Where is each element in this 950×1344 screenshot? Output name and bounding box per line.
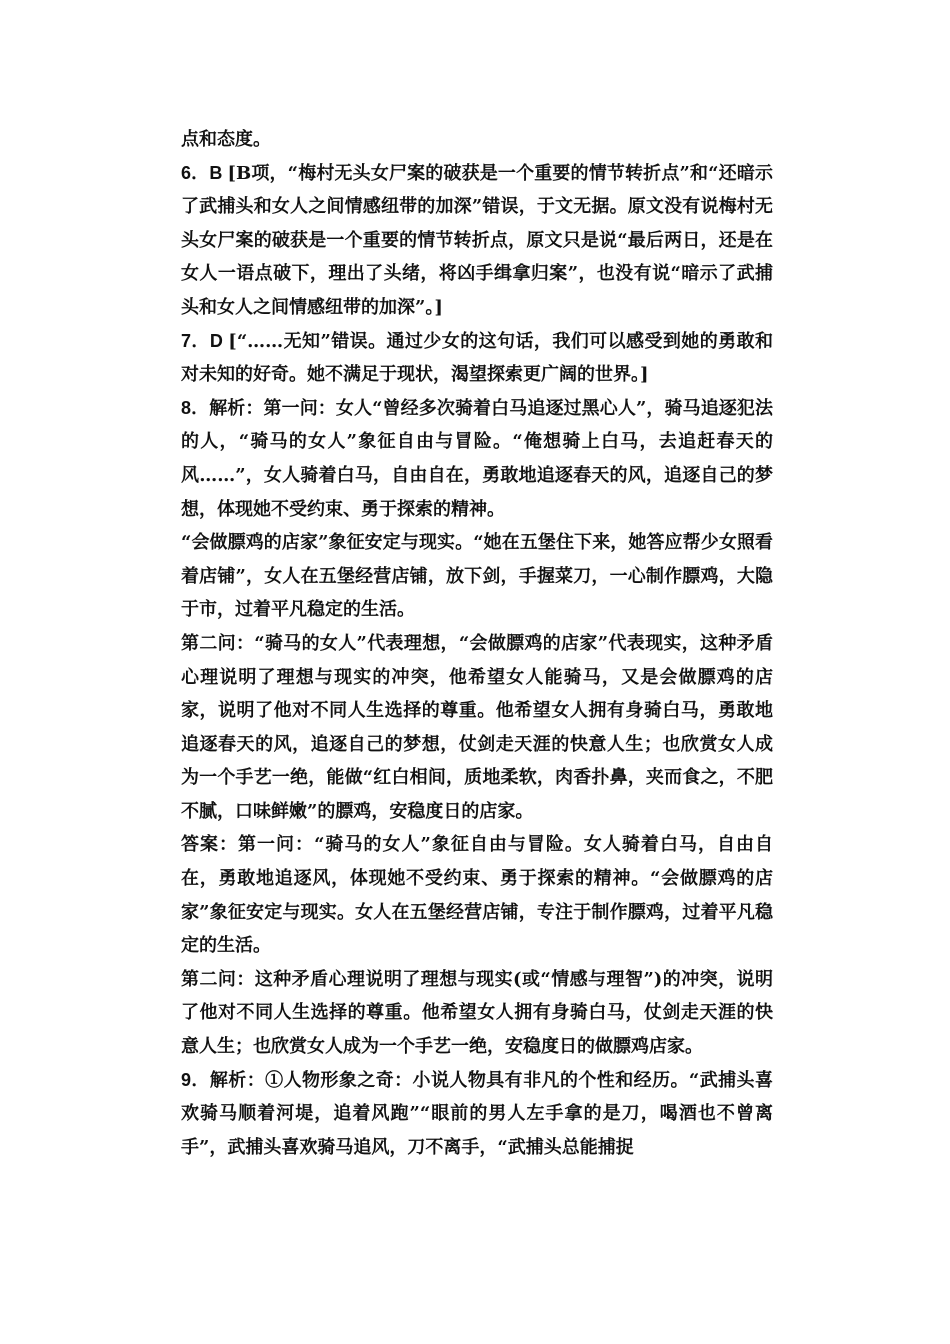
paragraph-q8-ans2 <box>181 963 773 1064</box>
paragraph-text: [“……无知”错误。通过少女的这句话，我们可以感受到她的勇敢和对未知的好奇。她不满足于现状，渴望探索更广阔的世界。] <box>181 330 773 386</box>
paragraph-text: ①人物形象之奇：小说人物具有非凡的个性和经历。“武捕头喜欢骑马顺着河堤，追着风跑”“眼前的男人左手拿的是刀，喝酒也不曾离手”，武捕头喜欢骑马追风，刀不离手，“武捕头总能捕捉 <box>181 1069 773 1158</box>
answer-text-body <box>181 123 773 1164</box>
paragraph-q8 <box>181 392 773 526</box>
paragraph-q6 <box>181 157 773 325</box>
paragraph-p-cont <box>181 123 773 157</box>
paragraph-text: 点和态度。 <box>181 129 271 150</box>
paragraph-text: 第一问：“骑马的女人”象征自由与冒险。女人骑着白马，自由自在，勇敢地追逐风，体现她不受约束、勇于探索的精神。“会做膘鸡的店家”象征安定与现实。女人在五堡经营店铺，专注于制作膘鸡，过着平凡稳定的生活。 <box>181 834 773 957</box>
paragraph-text: “会做膘鸡的店家”象征安定与现实。“她在五堡住下来，她答应帮少女照看着店铺”，女人在五堡经营店铺，放下剑，手握菜刀，一心制作膘鸡，大隐于市，过着平凡稳定的生活。 <box>181 532 773 621</box>
paragraph-text: 第一问：女人“曾经多次骑着白马追逐过黑心人”，骑马追逐犯法的人，“骑马的女人”象征自由与冒险。“俺想骑上白马，去追赶春天的风……”，女人骑着白马，自由自在，勇敢地追逐春天的风，追逐自己的梦想，体现她不受约束、勇于探索的精神。 <box>181 397 773 520</box>
paragraph-q8-ans <box>181 828 773 962</box>
paragraph-text: [B项，“梅村无头女尸案的破获是一个重要的情节转折点”和“还暗示了武捕头和女人之间情感纽带的加深”错误，于文无据。原文没有说梅村无头女尸案的破获是一个重要的情节转折点，原文只是说“最后两日，还是在女人一语点破下，理出了头绪，将凶手缉拿归案”，也没有说“暗示了武捕头和女人之间情感纽带的加深”。] <box>181 162 773 318</box>
question-label: 9．解析： <box>181 1069 266 1090</box>
paragraph-text: 第二问：这种矛盾心理说明了理想与现实(或“情感与理智”)的冲突，说明了他对不同人生选择的尊重。他希望女人拥有身骑白马，仗剑走天涯的快意人生；也欣赏女人成为一个手艺一绝，安稳度日的做膘鸡店家。 <box>181 968 773 1058</box>
question-label: 答案： <box>181 834 239 855</box>
question-label: 6．B <box>181 162 228 183</box>
paragraph-text: 第二问：“骑马的女人”代表理想，“会做膘鸡的店家”代表现实，这种矛盾心理说明了理想与现实的冲突，他希望女人能骑马，又是会做膘鸡的店家，说明了他对不同人生选择的尊重。他希望女人拥有身骑白马，勇敢地追逐春天的风，追逐自己的梦想，仗剑走天涯的快意人生；也欣赏女人成为一个手艺一绝，能做“红白相间，质地柔软，肉香扑鼻，夹而食之，不肥不腻，口味鲜嫩”的膘鸡，安稳度日的店家。 <box>181 632 773 822</box>
question-label: 7．D <box>181 330 229 351</box>
paragraph-q9 <box>181 1064 773 1165</box>
paragraph-q8-c <box>181 627 773 829</box>
paragraph-q7 <box>181 325 773 392</box>
paragraph-q8-b <box>181 526 773 627</box>
question-label: 8．解析： <box>181 397 264 418</box>
